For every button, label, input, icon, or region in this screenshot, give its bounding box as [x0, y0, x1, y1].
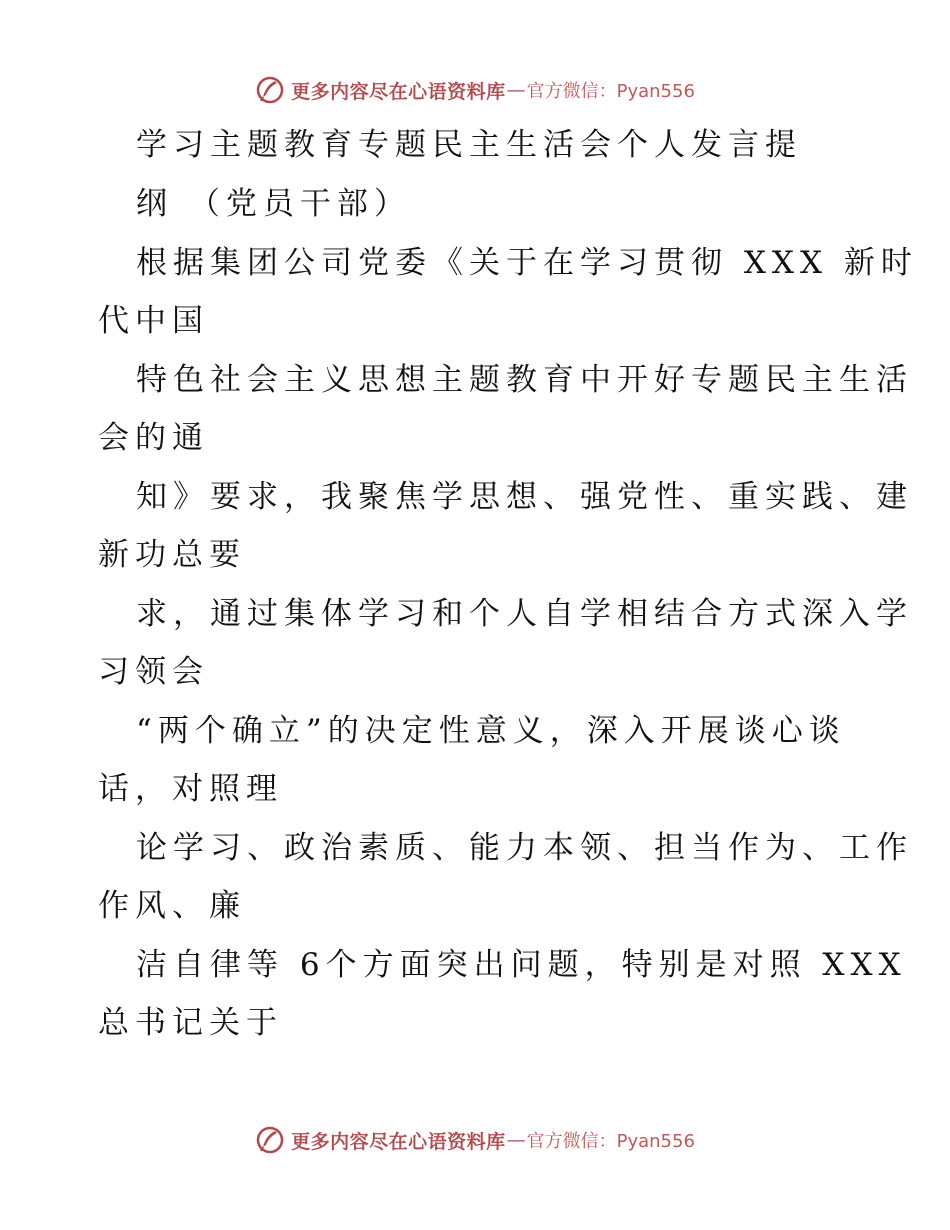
- text-line: 代中国: [98, 303, 209, 339]
- watermark-dash: —: [506, 1129, 526, 1151]
- watermark-right-text: 官方微信：Pyan556: [526, 1131, 695, 1152]
- text-line: 特色社会主义思想主题教育中开好专题民主生活: [136, 362, 913, 398]
- feather-pen-logo-icon: [255, 75, 285, 105]
- text-line: 纲 （党员干部）: [136, 186, 411, 222]
- footer-watermark: [0, 1120, 950, 1160]
- text-line: 根据集团公司党委《关于在学习贯彻 XXX 新时: [136, 245, 918, 281]
- text-line: 习领会: [98, 654, 209, 690]
- watermark-left-text: 更多内容尽在心语资料库: [291, 1130, 506, 1153]
- watermark-dash: —: [506, 79, 526, 101]
- text-line: 求，通过集体学习和个人自学相结合方式深入学: [136, 596, 913, 632]
- text-line: 论学习、政治素质、能力本领、担当作为、工作: [136, 830, 913, 866]
- text-line: 话，对照理: [98, 771, 283, 807]
- text-line: “两个确立”的决定性意义，深入开展谈心谈: [136, 713, 846, 749]
- watermark-right-text: 官方微信：Pyan556: [526, 81, 695, 102]
- text-line: 作风、廉: [98, 888, 246, 924]
- watermark-left-text: 更多内容尽在心语资料库: [291, 80, 506, 103]
- text-line: 会的通: [98, 420, 209, 456]
- header-watermark: [0, 70, 950, 110]
- feather-pen-logo-icon: [255, 1125, 285, 1155]
- text-line: 洁自律等 6个方面突出问题，特别是对照 XXX: [136, 947, 907, 983]
- text-line: 学习主题教育专题民主生活会个人发言提: [136, 127, 802, 163]
- text-line: 新功总要: [98, 537, 246, 573]
- text-line: 知》要求，我聚焦学思想、强党性、重实践、建: [136, 479, 913, 515]
- text-line: 总书记关于: [98, 1005, 283, 1041]
